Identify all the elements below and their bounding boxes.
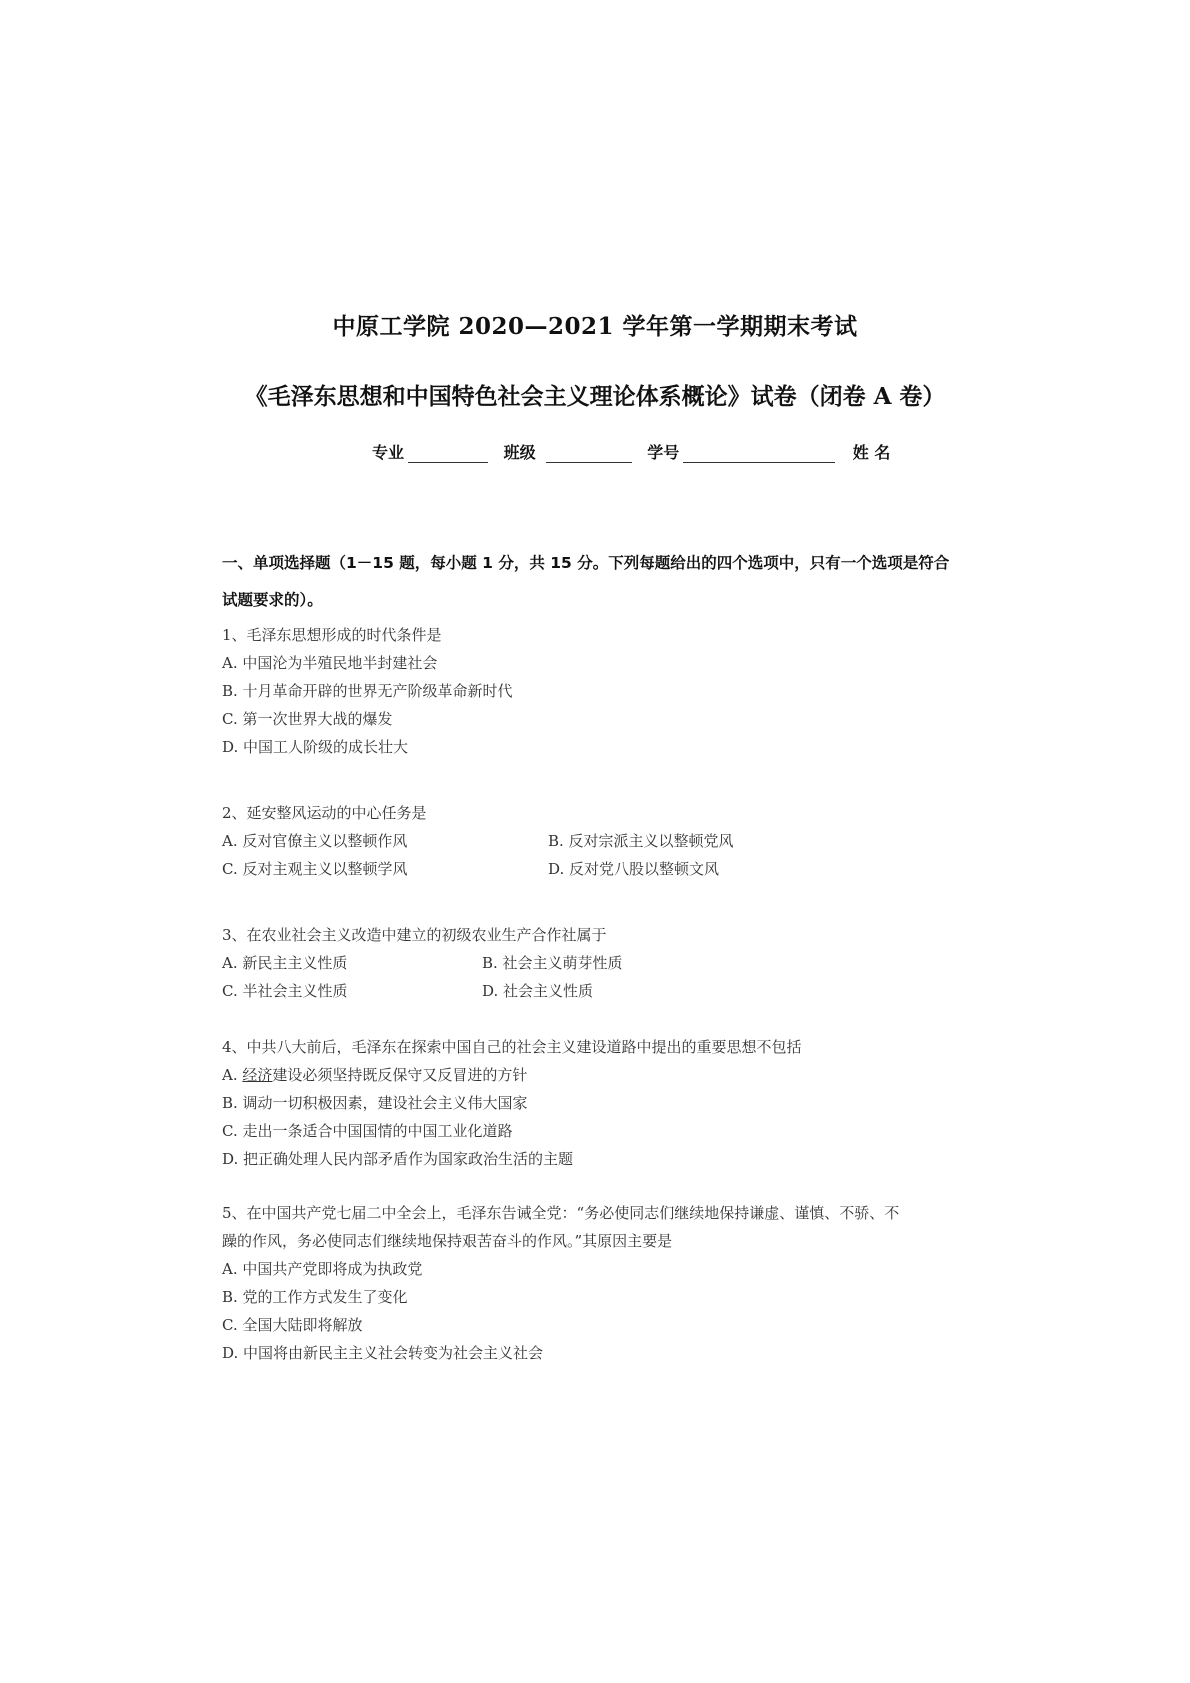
question-3-option-d: D. 社会主义性质 (482, 982, 594, 1000)
question-3-option-b: B. 社会主义萌芽性质 (482, 954, 623, 972)
question-2-option-b: B. 反对宗派主义以整顿党风 (548, 832, 734, 850)
question-4-option-d: D. 把正确处理人民内部矛盾作为国家政治生活的主题 (222, 1150, 574, 1168)
question-5-option-b: B. 党的工作方式发生了变化 (222, 1288, 408, 1306)
question-1-option-d: D. 中国工人阶级的成长壮大 (222, 738, 409, 756)
economy-link[interactable]: 经济 (242, 1066, 273, 1084)
question-1-option-c: C. 第一次世界大战的爆发 (222, 710, 393, 728)
question-2-option-c: C. 反对主观主义以整顿学风 (222, 860, 408, 878)
question-2-stem: 2、延安整风运动的中心任务是 (222, 804, 427, 822)
question-4-option-c: C. 走出一条适合中国国情的中国工业化道路 (222, 1122, 513, 1140)
question-5-option-d: D. 中国将由新民主主义社会转变为社会主义社会 (222, 1344, 544, 1362)
question-4-stem: 4、中共八大前后，毛泽东在探索中国自己的社会主义建设道路中提出的重要思想不包括 (222, 1038, 802, 1056)
option-a-prefix: A. (222, 1066, 243, 1084)
question-2-option-d: D. 反对党八股以整顿文风 (548, 860, 720, 878)
question-3-option-c: C. 半社会主义性质 (222, 982, 348, 1000)
student-id-blank (683, 446, 835, 463)
question-3-option-a: A. 新民主主义性质 (222, 954, 348, 972)
question-4-option-b: B. 调动一切积极因素，建设社会主义伟大国家 (222, 1094, 528, 1112)
question-1-option-a: A. 中国沦为半殖民地半封建社会 (222, 654, 438, 672)
question-4-option-a (222, 1064, 527, 1085)
major-blank (408, 446, 488, 463)
student-info-row (372, 440, 894, 463)
major-label: 专业 (372, 443, 405, 462)
question-3-stem: 3、在农业社会主义改造中建立的初级农业生产合作社属于 (222, 926, 607, 944)
question-5-option-c: C. 全国大陆即将解放 (222, 1316, 363, 1334)
name-label: 姓 名 (852, 443, 891, 462)
question-1-option-b: B. 十月革命开辟的世界无产阶级革命新时代 (222, 682, 513, 700)
section-heading-cont: 试题要求的）。 (222, 591, 323, 609)
exam-subtitle: 《毛泽东思想和中国特色社会主义理论体系概论》试卷（闭卷 A 卷） (244, 383, 946, 410)
question-5-stem: 5、在中国共产党七届二中全会上，毛泽东告诫全党：“务必使同志们继续地保持谦虚、谨慎、不骄、不 (222, 1204, 900, 1222)
exam-title: 中原工学院 2020—2021 学年第一学期期末考试 (332, 313, 858, 340)
question-1-stem: 1、毛泽东思想形成的时代条件是 (222, 626, 442, 644)
section-heading: 一、单项选择题（1－15 题，每小题 1 分，共 15 分。下列每题给出的四个选项中，只有一个选项是符合 (222, 554, 950, 572)
class-blank (546, 446, 632, 463)
question-5-option-a: A. 中国共产党即将成为执政党 (222, 1260, 423, 1278)
class-label: 班级 (503, 443, 536, 462)
student-id-label: 学号 (647, 443, 680, 462)
question-5-stem-cont: 躁的作风，务必使同志们继续地保持艰苦奋斗的作风。”其原因主要是 (222, 1232, 673, 1250)
option-a-rest: 建设必须坚持既反保守又反冒进的方针 (272, 1066, 528, 1084)
question-2-option-a: A. 反对官僚主义以整顿作风 (222, 832, 408, 850)
